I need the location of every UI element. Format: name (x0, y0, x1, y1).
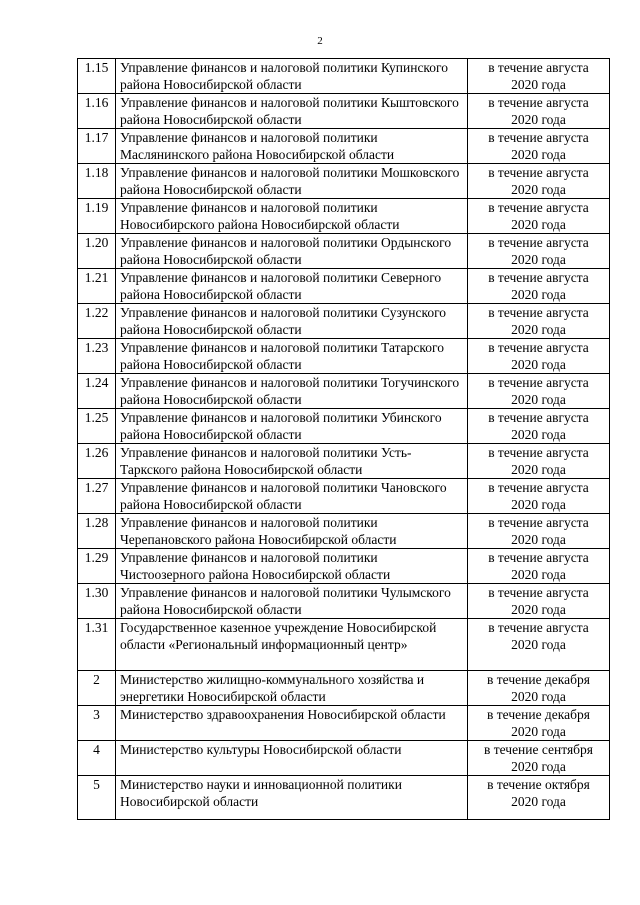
row-number: 1.22 (78, 304, 116, 339)
deadline: в течение августа 2020 года (468, 514, 610, 549)
deadline: в течение августа 2020 года (468, 129, 610, 164)
table-row (78, 409, 610, 444)
organization-name: Управление финансов и налоговой политики Усть-Таркского района Новосибирской области (116, 444, 468, 479)
table-row (78, 59, 610, 94)
table-row (78, 234, 610, 269)
organization-name: Управление финансов и налоговой политики Сузунского района Новосибирской области (116, 304, 468, 339)
row-number: 1.18 (78, 164, 116, 199)
table-row (78, 339, 610, 374)
deadline: в течение августа 2020 года (468, 584, 610, 619)
organization-name: Управление финансов и налоговой политики Новосибирского района Новосибирской области (116, 199, 468, 234)
row-number: 1.19 (78, 199, 116, 234)
deadline: в течение августа 2020 года (468, 479, 610, 514)
row-number: 1.26 (78, 444, 116, 479)
table-row (78, 706, 610, 741)
table-row (78, 199, 610, 234)
row-number: 1.23 (78, 339, 116, 374)
table-row (78, 129, 610, 164)
organization-name: Управление финансов и налоговой политики Кыштовского района Новосибирской области (116, 94, 468, 129)
organization-name: Управление финансов и налоговой политики Чистоозерного района Новосибирской области (116, 549, 468, 584)
deadline: в течение августа 2020 года (468, 374, 610, 409)
table-row (78, 444, 610, 479)
row-number: 1.30 (78, 584, 116, 619)
organization-name: Управление финансов и налоговой политики Татарского района Новосибирской области (116, 339, 468, 374)
organization-name: Министерство науки и инновационной политики Новосибирской области (116, 776, 468, 820)
table-row (78, 479, 610, 514)
organization-name: Управление финансов и налоговой политики Ордынского района Новосибирской области (116, 234, 468, 269)
deadline: в течение августа 2020 года (468, 444, 610, 479)
deadline: в течение августа 2020 года (468, 304, 610, 339)
organization-name: Государственное казенное учреждение Новосибирской области «Региональный информационный центр» (116, 619, 468, 671)
row-number: 1.28 (78, 514, 116, 549)
table-row (78, 374, 610, 409)
deadline: в течение августа 2020 года (468, 199, 610, 234)
row-number: 1.29 (78, 549, 116, 584)
deadline: в течение августа 2020 года (468, 409, 610, 444)
organization-name: Управление финансов и налоговой политики Купинского района Новосибирской области (116, 59, 468, 94)
organization-name: Управление финансов и налоговой политики Убинского района Новосибирской области (116, 409, 468, 444)
table-row (78, 549, 610, 584)
row-number: 1.25 (78, 409, 116, 444)
deadline: в течение августа 2020 года (468, 59, 610, 94)
organization-name: Управление финансов и налоговой политики Северного района Новосибирской области (116, 269, 468, 304)
organization-name: Управление финансов и налоговой политики Черепановского района Новосибирской области (116, 514, 468, 549)
deadline: в течение октября 2020 года (468, 776, 610, 820)
row-number: 2 (78, 671, 116, 706)
table-row (78, 776, 610, 820)
row-number: 1.15 (78, 59, 116, 94)
table-row (78, 619, 610, 671)
organization-name: Управление финансов и налоговой политики Маслянинского района Новосибирской области (116, 129, 468, 164)
deadline: в течение августа 2020 года (468, 94, 610, 129)
deadline: в течение сентября 2020 года (468, 741, 610, 776)
table-row (78, 164, 610, 199)
table-row (78, 94, 610, 129)
organization-name: Управление финансов и налоговой политики Чулымского района Новосибирской области (116, 584, 468, 619)
page-number: 2 (317, 35, 323, 47)
row-number: 1.20 (78, 234, 116, 269)
table-row (78, 671, 610, 706)
deadline: в течение августа 2020 года (468, 619, 610, 671)
table-row (78, 514, 610, 549)
organization-name: Министерство жилищно-коммунального хозяйства и энергетики Новосибирской области (116, 671, 468, 706)
deadline: в течение августа 2020 года (468, 269, 610, 304)
deadline: в течение августа 2020 года (468, 339, 610, 374)
table-row (78, 304, 610, 339)
row-number: 3 (78, 706, 116, 741)
schedule-table (77, 58, 610, 820)
organization-name: Министерство здравоохранения Новосибирской области (116, 706, 468, 741)
organization-name: Министерство культуры Новосибирской области (116, 741, 468, 776)
row-number: 1.31 (78, 619, 116, 671)
row-number: 4 (78, 741, 116, 776)
row-number: 1.16 (78, 94, 116, 129)
row-number: 5 (78, 776, 116, 820)
row-number: 1.17 (78, 129, 116, 164)
row-number: 1.24 (78, 374, 116, 409)
deadline: в течение августа 2020 года (468, 164, 610, 199)
row-number: 1.27 (78, 479, 116, 514)
table-row (78, 269, 610, 304)
deadline: в течение августа 2020 года (468, 234, 610, 269)
organization-name: Управление финансов и налоговой политики Чановского района Новосибирской области (116, 479, 468, 514)
deadline: в течение декабря 2020 года (468, 671, 610, 706)
table-row (78, 741, 610, 776)
organization-name: Управление финансов и налоговой политики Тогучинского района Новосибирской области (116, 374, 468, 409)
deadline: в течение декабря 2020 года (468, 706, 610, 741)
organization-name: Управление финансов и налоговой политики Мошковского района Новосибирской области (116, 164, 468, 199)
row-number: 1.21 (78, 269, 116, 304)
deadline: в течение августа 2020 года (468, 549, 610, 584)
table-row (78, 584, 610, 619)
